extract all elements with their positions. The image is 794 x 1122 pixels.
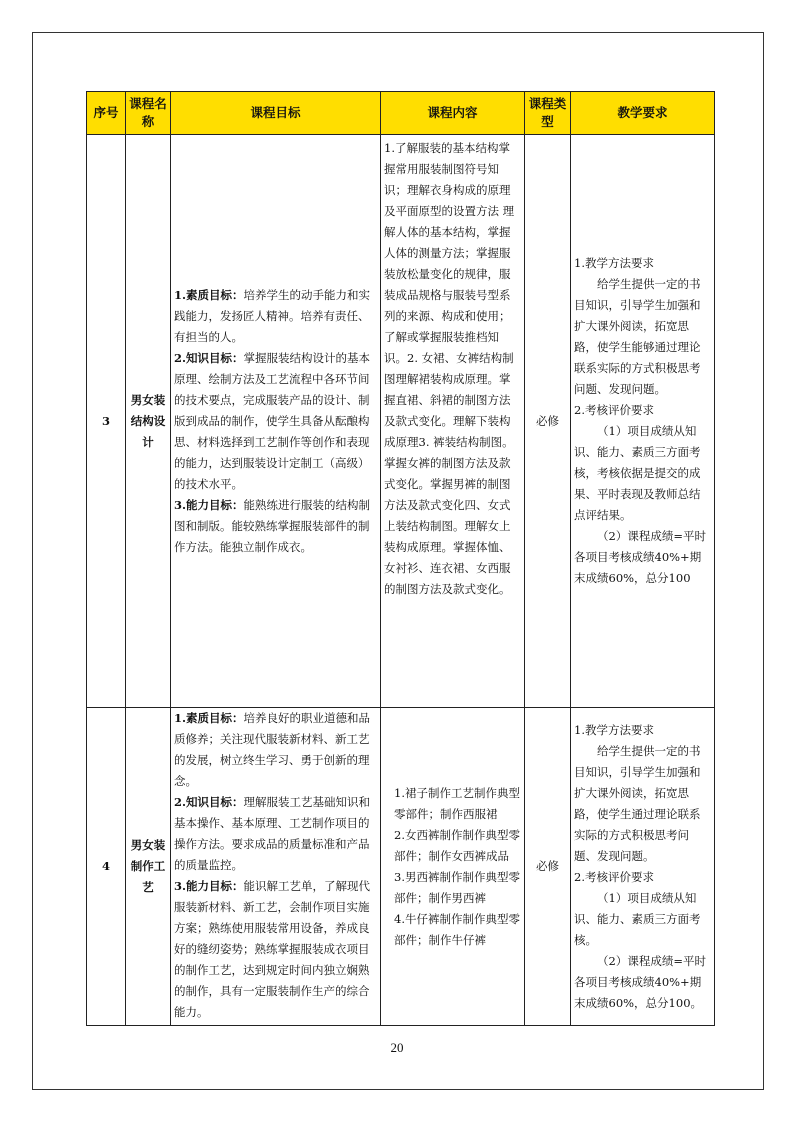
course-type: 必修 [525,708,571,1026]
eval-title: 2.考核评价要求 [574,403,654,417]
goal-text: 能熟练进行服装的结构制图和制版。能较熟练掌握服装部件的制作方法。能独立制作成衣。 [174,497,371,554]
header-no: 序号 [87,92,126,135]
goal-label: 3.能力目标： [174,497,244,512]
course-name: 男女装制作工艺 [126,708,171,1026]
goal-text: 能识解工艺单，了解现代服装新材料、新工艺，会制作项目实施方案；熟练使用服装常用设备，养成良好的缝纫姿势；熟练掌握服装成衣项目的制作工艺，达到规定时间内独立娴熟的制作，具有一定服装制作生产的综合能力。 [174,879,371,1019]
table-header-row [87,92,715,135]
goal-label: 2.知识目标： [174,350,244,365]
eval-item: （1）项目成绩从知识、能力、素质三方面考核，考核依据是提交的成果、平时表现及教师总结点评结果。 [574,424,701,522]
table-row [87,708,715,1026]
goal-label: 1.素质目标： [174,711,244,725]
goal-item [174,495,377,558]
eval-title: 2.考核评价要求 [574,869,654,884]
method-title: 1.教学方法要求 [574,722,654,737]
page-number: 20 [390,1040,404,1055]
goal-text: 掌握服装结构设计的基本原理、绘制方法及工艺流程中各环节间的技术要点，完成服装产品的设计、制版到成品的制作，使学生具备从酝酿构思、材料选择到工艺制作等创作和表现的能力，达到服装设计定制工（高级）的技术水平。 [174,350,371,491]
table-row [87,135,715,708]
goal-item [174,285,377,348]
row-number: 3 [87,135,126,708]
course-content [381,708,525,1026]
course-type: 必修 [525,135,571,708]
header-course-content: 课程内容 [381,92,525,135]
content-item: 1.裙子制作工艺制作典型零部件；制作西服裙 [394,785,520,821]
header-course-type: 课程类型 [525,92,571,135]
goal-text: 培养良好的职业道德和品质修养；关注现代服装新材料、新工艺的发展，树立终生学习、勇于创新的理念。 [174,711,371,788]
content-item: 3.男西裤制作制作典型零部件；制作男西裤 [394,869,520,905]
method-title: 1.教学方法要求 [574,256,654,270]
teaching-requirements [571,708,715,1026]
method-text: 给学生提供一定的书目知识，引导学生加强和扩大课外阅读，拓宽思路，使学生通过理论联系实际的方式积极思考问题、发现问题。 [574,743,701,863]
teaching-requirements [571,135,715,708]
goal-label: 3.能力目标： [174,879,244,893]
course-name: 男女装结构设计 [126,135,171,708]
course-goals [171,708,381,1026]
goal-item [174,792,377,876]
header-course-goals: 课程目标 [171,92,381,135]
header-teaching-requirements: 教学要求 [571,92,715,135]
goal-text: 培养学生的动手能力和实践能力，发扬匠人精神。培养有责任、有担当的人。 [174,287,371,344]
goal-item [174,348,377,495]
method-text: 给学生提供一定的书目知识，引导学生加强和扩大课外阅读，拓宽思路，使学生能够通过理论联系实际的方式积极思考问题、发现问题。 [574,277,701,396]
eval-item: （1）项目成绩从知识、能力、素质三方面考核。 [574,890,701,947]
goal-label: 2.知识目标： [174,795,244,809]
goal-item [174,708,377,792]
goal-text: 理解服装工艺基础知识和基本操作、基本原理、工艺制作项目的操作方法。要求成品的质量标准和产品的质量监控。 [174,795,371,872]
course-content: 1.了解服装的基本结构掌握常用服装制图符号知识；理解衣身构成的原理及平面原型的设置方法 理解人体的基本结构，掌握人体的测量方法；掌握服装放松量变化的规律，服装成品规格与服装号型系列的来源、构成和使用；了解或掌握服装推档知识。2. 女裙、女裤结构制图理解裙装构成原理。掌握直裙、斜裙的制图方法及款式变化。理解下装构成原理3. 裤装结构制图。掌握女裤的制图方法及款式变化。掌握男裤的制图方法及款式变化四、女式上装结构制图。理解女上装构成原理。掌握体恤、女衬衫、连衣裙、女西服的制图方法及款式变化。 [381,135,525,708]
goal-label: 1.素质目标： [174,287,244,302]
eval-item: （2）课程成绩=平时各项目考核成绩40%+期末成绩60%，总分100。 [574,953,706,1010]
curriculum-table [86,91,715,1026]
row-number: 4 [87,708,126,1026]
content-item: 2.女西裤制作制作典型零部件；制作女西裤成品 [394,827,520,863]
header-course-name: 课程名称 [126,92,171,135]
course-goals [171,135,381,708]
eval-item: （2）课程成绩=平时各项目考核成绩40%+期末成绩60%，总分100 [574,529,706,585]
content-item: 4.牛仔裤制作制作典型零部件；制作牛仔裤 [394,911,520,947]
goal-item [174,876,377,1023]
